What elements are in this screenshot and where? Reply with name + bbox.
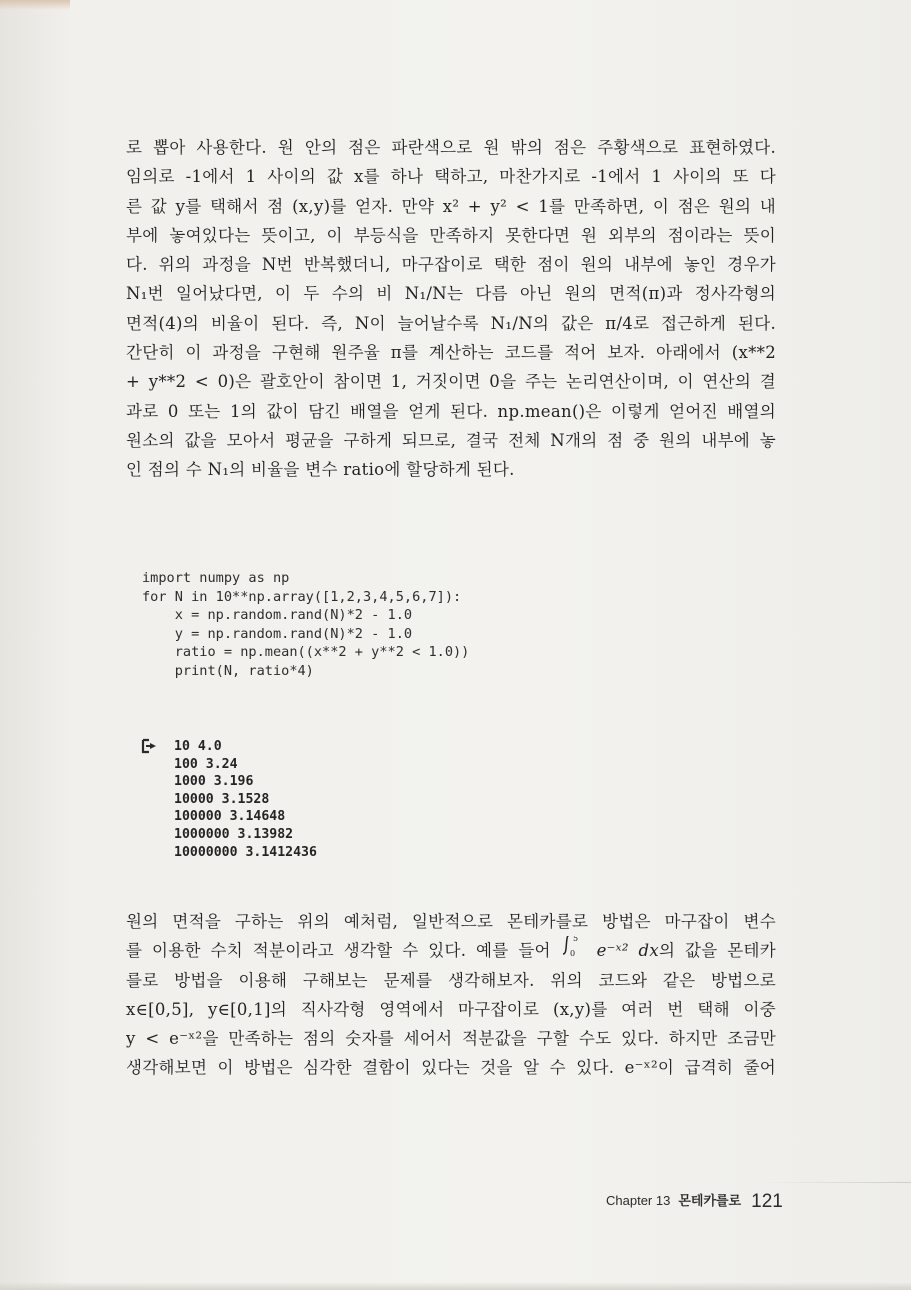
output-arrow-icon xyxy=(141,738,159,754)
text-line: + y**2 < 0)은 괄호안이 참이면 1, 거짓이면 0을 주는 논리연산이며, 이 연산의 결 xyxy=(126,372,776,392)
output-line: 100000 3.14648 xyxy=(174,809,286,825)
integral-upper-limit: 5 xyxy=(572,934,578,944)
text-line: 과로 0 또는 1의 값이 담긴 배열을 얻게 된다. np.mean()은 이렇게 얻어진 배열의 xyxy=(126,401,776,421)
text-line: 간단히 이 과정을 구현해 원주율 π를 계산하는 코드를 적어 보자. 아래에서 (x**2 xyxy=(126,343,776,363)
body-paragraph-2 xyxy=(126,907,776,1083)
text-line: 원소의 값을 모아서 평균을 구하게 되므로, 결국 전체 N개의 점 중 원의 내부에 놓 xyxy=(126,430,776,450)
text-line: 면적(4)의 비율이 된다. 즉, N이 늘어날수록 N₁/N의 값은 π/4로 접근하게 된다. xyxy=(126,313,776,333)
text-line: 를로 방법을 이용해 구해보는 문제를 생각해보자. 위의 코드와 같은 방법으로 xyxy=(126,970,776,990)
text-line: 로 뽑아 사용한다. 원 안의 점은 파란색으로 원 밖의 점은 주황색으로 표현하였다. xyxy=(126,138,776,157)
text-segment: 의 값을 몬테카 xyxy=(659,941,776,961)
text-line: y < e⁻ˣ²을 만족하는 점의 숫자를 세어서 적분값을 구할 수도 있다. 하지만 조금만 xyxy=(126,1029,776,1049)
text-line: 원의 면적을 구하는 위의 예처럼, 일반적으로 몬테카를로 방법은 마구잡이 변수 xyxy=(126,912,776,931)
output-line: 1000 3.196 xyxy=(174,774,254,790)
text-line: 임의로 -1에서 1 사이의 값 x를 하나 택하고, 마찬가지로 -1에서 1 사이의 또 다 xyxy=(126,167,776,187)
page-corner-shadow xyxy=(0,0,70,10)
integral-expression xyxy=(561,934,597,960)
text-line: 생각해보면 이 방법은 심각한 결함이 있다는 것을 알 수 있다. e⁻ˣ²이 급격히 줄어 xyxy=(126,1058,776,1078)
output-line: 100 3.24 xyxy=(174,756,238,772)
integrand: e⁻ˣ² dx xyxy=(596,941,659,961)
text-line: N₁번 일어났다면, 이 두 수의 비 N₁/N는 다름 아닌 원의 면적(π)과 정사각형의 xyxy=(126,284,776,304)
text-line: 다. 위의 과정을 N번 반복했더니, 마구잡이로 택한 점이 원의 내부에 놓인 경우가 xyxy=(126,255,776,275)
text-line: x∈[0,5], y∈[0,1]의 직사각형 영역에서 마구잡이로 (x,y)를 여러 번 택해 이중 xyxy=(126,999,776,1019)
code-block: import numpy as np for N in 10**np.array([1,2,3,4,5,6,7]): x = np.random.rand(N)*2 - 1.0 y = np.random.rand(N)*2 - 1.0 ratio = np.mean((x**2 + y**2 < 1.0)) print(N, ratio*4) xyxy=(142,570,470,679)
page-footer xyxy=(606,1190,783,1213)
output-line: 1000000 3.13982 xyxy=(174,826,294,842)
output-line: 10000 3.1528 xyxy=(174,791,270,807)
text-line: 인 점의 수 N₁의 비율을 변수 ratio에 할당하게 된다. xyxy=(126,460,515,480)
output-line: 10000000 3.1412436 xyxy=(174,844,317,860)
integral-sign-icon xyxy=(561,936,597,956)
text-line-with-integral xyxy=(126,936,776,965)
footer-rule xyxy=(760,1182,911,1183)
footer-title: 몬테카를로 xyxy=(678,1193,742,1208)
text-line: 부에 놓여있다는 뜻이고, 이 부등식을 만족하지 못한다면 원 외부의 점이라는 뜻이 xyxy=(126,225,776,245)
text-line: 른 값 y를 택해서 점 (x,y)를 얻자. 만약 x² + y² < 1를 만족하면, 이 점은 원의 내 xyxy=(126,196,776,216)
code-output xyxy=(174,738,317,861)
integral-lower-limit: 0 xyxy=(569,949,575,957)
text-segment: 를 이용한 수치 적분이라고 생각할 수 있다. 예를 들어 xyxy=(126,941,551,961)
page-bottom-shadow xyxy=(0,1282,911,1290)
footer-chapter: Chapter 13 xyxy=(606,1193,671,1208)
output-line: 10 4.0 xyxy=(174,739,222,754)
page-number: 121 xyxy=(751,1191,783,1212)
body-paragraph-1 xyxy=(126,133,776,485)
